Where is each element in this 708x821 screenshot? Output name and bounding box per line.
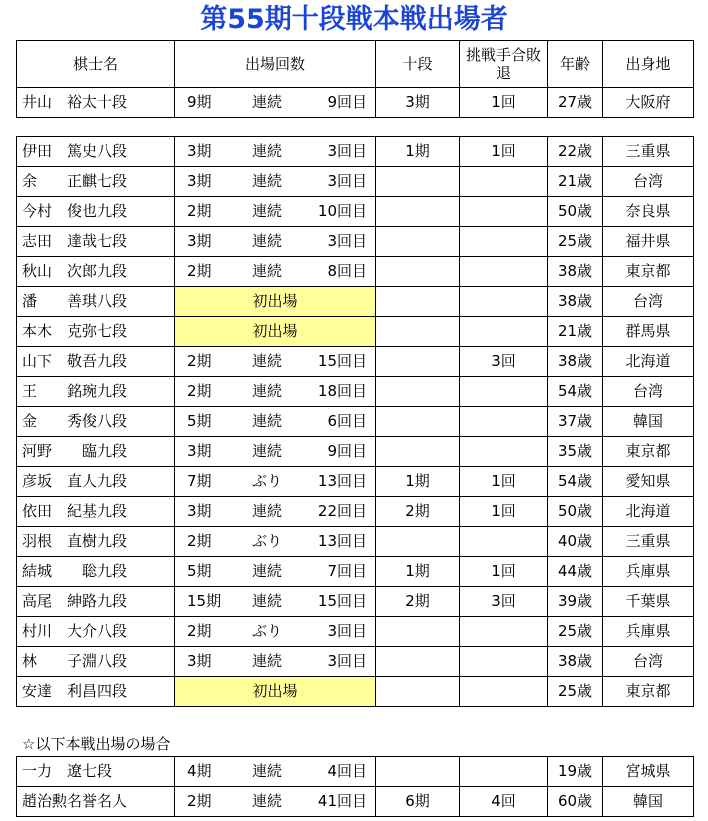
player-origin: 東京都: [603, 677, 694, 707]
player-age: 60歳: [548, 787, 603, 817]
challenge-losses: 1回: [460, 497, 548, 527]
player-origin: 台湾: [603, 377, 694, 407]
player-origin: 三重県: [603, 527, 694, 557]
player-name: 金 秀俊八段: [17, 407, 175, 437]
player-name: 潘 善琪八段: [17, 287, 175, 317]
challenge-losses: [460, 617, 548, 647]
header-name: 棋士名: [17, 41, 175, 88]
player-name: 山下 敬吾九段: [17, 347, 175, 377]
appearance-periods: 3期: [187, 232, 212, 250]
player-age: 50歳: [548, 497, 603, 527]
appearance-type: 連続: [251, 412, 282, 430]
player-age: 25歳: [548, 617, 603, 647]
appearance-total: 3回目: [327, 652, 367, 670]
title-periods: [376, 437, 460, 467]
table-row: [17, 757, 694, 787]
player-name: 結城 聡九段: [17, 557, 175, 587]
title-periods: [376, 167, 460, 197]
player-age: 40歳: [548, 527, 603, 557]
player-name: 井山 裕太十段: [17, 88, 175, 118]
title-periods: 1期: [376, 467, 460, 497]
player-origin: 千葉県: [603, 587, 694, 617]
title-periods: [376, 227, 460, 257]
challenge-losses: [460, 287, 548, 317]
appearance-type: ぶり: [251, 472, 282, 490]
appearance-total: 13回目: [317, 472, 367, 490]
challenge-losses: [460, 677, 548, 707]
appearance-count: [175, 617, 376, 647]
title-periods: [376, 677, 460, 707]
appearance-total: 3回目: [327, 172, 367, 190]
player-name: 伊田 篤史八段: [17, 137, 175, 167]
first-appearance: 初出場: [175, 677, 376, 707]
appearance-total: 4回目: [327, 762, 367, 780]
title-periods: [376, 527, 460, 557]
table-row: [17, 557, 694, 587]
title-periods: 2期: [376, 587, 460, 617]
appearance-type: 連続: [251, 142, 282, 160]
player-age: 38歳: [548, 287, 603, 317]
table-row: [17, 257, 694, 287]
appearance-count: [175, 257, 376, 287]
title-periods: 3期: [376, 88, 460, 118]
title-periods: [376, 757, 460, 787]
player-origin: 三重県: [603, 137, 694, 167]
player-name: 一力 遼七段: [17, 757, 175, 787]
reserve-note: ☆以下本戦出場の場合: [22, 735, 171, 753]
appearance-periods: 2期: [187, 202, 212, 220]
appearance-total: 41回目: [317, 792, 367, 810]
challenge-losses: [460, 407, 548, 437]
challenge-losses: [460, 757, 548, 787]
table-row: [17, 617, 694, 647]
table-row: [17, 227, 694, 257]
appearance-total: 3回目: [327, 622, 367, 640]
table-row: [17, 197, 694, 227]
appearance-periods: 3期: [187, 502, 212, 520]
player-age: 44歳: [548, 557, 603, 587]
player-name: 秋山 次郎九段: [17, 257, 175, 287]
appearance-periods: 4期: [187, 762, 212, 780]
player-age: 21歳: [548, 167, 603, 197]
title-periods: 1期: [376, 137, 460, 167]
challenge-losses: 3回: [460, 587, 548, 617]
player-name: 林 子淵八段: [17, 647, 175, 677]
appearance-type: 連続: [251, 792, 282, 810]
appearance-count: [175, 467, 376, 497]
appearance-type: ぶり: [251, 532, 282, 550]
player-name: 羽根 直樹九段: [17, 527, 175, 557]
table-row: [17, 167, 694, 197]
challenge-losses: 1回: [460, 88, 548, 118]
challenge-losses: [460, 527, 548, 557]
header-appearances: 出場回数: [175, 41, 376, 88]
appearance-type: 連続: [251, 762, 282, 780]
player-origin: 台湾: [603, 167, 694, 197]
challenge-losses: [460, 437, 548, 467]
appearance-count: [175, 137, 376, 167]
appearance-count: [175, 437, 376, 467]
title-periods: 2期: [376, 497, 460, 527]
challenge-losses: 4回: [460, 787, 548, 817]
appearance-type: 連続: [251, 382, 282, 400]
title-periods: [376, 287, 460, 317]
player-age: 22歳: [548, 137, 603, 167]
player-origin: 群馬県: [603, 317, 694, 347]
champion-table: [16, 40, 694, 118]
appearance-count: [175, 88, 376, 118]
player-origin: 東京都: [603, 257, 694, 287]
challenge-losses: [460, 257, 548, 287]
player-age: 38歳: [548, 257, 603, 287]
player-origin: 北海道: [603, 497, 694, 527]
appearance-total: 22回目: [317, 502, 367, 520]
table-row: [17, 437, 694, 467]
player-name: 王 銘琬九段: [17, 377, 175, 407]
appearance-count: [175, 557, 376, 587]
table-row: [17, 497, 694, 527]
appearance-periods: 2期: [187, 382, 212, 400]
title-periods: [376, 647, 460, 677]
table-row: [17, 88, 694, 118]
appearance-periods: 2期: [187, 532, 212, 550]
appearance-periods: 3期: [187, 652, 212, 670]
table-row: [17, 137, 694, 167]
player-origin: 台湾: [603, 287, 694, 317]
challenge-losses: [460, 377, 548, 407]
appearance-total: 18回目: [317, 382, 367, 400]
player-origin: 愛知県: [603, 467, 694, 497]
appearance-type: 連続: [251, 172, 282, 190]
appearance-count: [175, 407, 376, 437]
appearance-count: [175, 757, 376, 787]
appearance-total: 3回目: [327, 142, 367, 160]
appearance-periods: 3期: [187, 172, 212, 190]
player-age: 38歳: [548, 347, 603, 377]
player-age: 35歳: [548, 437, 603, 467]
appearance-count: [175, 197, 376, 227]
player-age: 37歳: [548, 407, 603, 437]
player-age: 25歳: [548, 677, 603, 707]
appearance-count: [175, 377, 376, 407]
player-age: 38歳: [548, 647, 603, 677]
appearance-count: [175, 587, 376, 617]
player-name: 余 正麒七段: [17, 167, 175, 197]
title-periods: 6期: [376, 787, 460, 817]
appearance-periods: 5期: [187, 562, 212, 580]
title-periods: [376, 347, 460, 377]
table-row: [17, 377, 694, 407]
page-title: 第55期十段戦本戦出場者: [200, 4, 508, 35]
appearance-type: ぶり: [251, 622, 282, 640]
appearance-type: 連続: [251, 262, 282, 280]
challenge-losses: [460, 197, 548, 227]
table-row: [17, 787, 694, 817]
player-origin: 大阪府: [603, 88, 694, 118]
header-age: 年齢: [548, 41, 603, 88]
appearance-total: 6回目: [327, 412, 367, 430]
appearance-periods: 7期: [187, 472, 212, 490]
header-row: [17, 41, 694, 88]
player-name: 依田 紀基九段: [17, 497, 175, 527]
header-origin: 出身地: [603, 41, 694, 88]
appearance-count: [175, 527, 376, 557]
player-age: 54歳: [548, 467, 603, 497]
table-row: [17, 527, 694, 557]
appearance-type: 連続: [251, 232, 282, 250]
player-age: 27歳: [548, 88, 603, 118]
table-row: [17, 287, 694, 317]
appearance-total: 9回目: [327, 93, 367, 111]
player-name: 趙治勲名誉名人: [17, 787, 175, 817]
player-origin: 宮城県: [603, 757, 694, 787]
player-name: 高尾 紳路九段: [17, 587, 175, 617]
appearance-periods: 3期: [187, 142, 212, 160]
appearance-periods: 9期: [187, 93, 212, 111]
header-challenge: 挑戦手合敗退: [460, 41, 548, 88]
challenge-losses: [460, 647, 548, 677]
title-periods: [376, 317, 460, 347]
player-origin: 奈良県: [603, 197, 694, 227]
appearance-count: [175, 227, 376, 257]
appearance-total: 15回目: [317, 352, 367, 370]
player-age: 39歳: [548, 587, 603, 617]
player-age: 50歳: [548, 197, 603, 227]
appearance-total: 15回目: [317, 592, 367, 610]
player-origin: 韓国: [603, 787, 694, 817]
table-row: [17, 647, 694, 677]
player-name: 彦坂 直人九段: [17, 467, 175, 497]
appearance-type: 連続: [251, 202, 282, 220]
appearance-periods: 15期: [187, 592, 222, 610]
player-name: 安達 利昌四段: [17, 677, 175, 707]
appearance-count: [175, 497, 376, 527]
appearance-count: [175, 787, 376, 817]
appearance-total: 7回目: [327, 562, 367, 580]
appearance-count: [175, 167, 376, 197]
player-name: 本木 克弥七段: [17, 317, 175, 347]
appearance-total: 3回目: [327, 232, 367, 250]
appearance-type: 連続: [251, 502, 282, 520]
appearance-total: 13回目: [317, 532, 367, 550]
player-origin: 兵庫県: [603, 557, 694, 587]
appearance-periods: 5期: [187, 412, 212, 430]
title-periods: 1期: [376, 557, 460, 587]
title-periods: [376, 617, 460, 647]
challenge-losses: [460, 167, 548, 197]
appearance-type: 連続: [251, 93, 282, 111]
table-row: [17, 587, 694, 617]
appearance-periods: 2期: [187, 262, 212, 280]
table-row: [17, 467, 694, 497]
first-appearance: 初出場: [175, 287, 376, 317]
appearance-type: 連続: [251, 352, 282, 370]
appearance-type: 連続: [251, 562, 282, 580]
player-name: 河野 臨九段: [17, 437, 175, 467]
player-name: 今村 俊也九段: [17, 197, 175, 227]
table-row: [17, 677, 694, 707]
appearance-total: 9回目: [327, 442, 367, 460]
appearance-periods: 2期: [187, 622, 212, 640]
appearance-total: 10回目: [317, 202, 367, 220]
title-periods: [376, 257, 460, 287]
player-origin: 台湾: [603, 647, 694, 677]
challenge-losses: [460, 227, 548, 257]
title-periods: [376, 377, 460, 407]
player-origin: 北海道: [603, 347, 694, 377]
table-row: [17, 407, 694, 437]
appearance-periods: 2期: [187, 352, 212, 370]
appearance-periods: 2期: [187, 792, 212, 810]
player-age: 25歳: [548, 227, 603, 257]
appearance-type: 連続: [251, 652, 282, 670]
challenge-losses: 3回: [460, 347, 548, 377]
appearance-total: 8回目: [327, 262, 367, 280]
challenge-losses: [460, 317, 548, 347]
appearance-count: [175, 647, 376, 677]
appearance-periods: 3期: [187, 442, 212, 460]
player-age: 21歳: [548, 317, 603, 347]
challenge-losses: 1回: [460, 467, 548, 497]
appearance-type: 連続: [251, 592, 282, 610]
reserves-table: [16, 756, 694, 817]
appearance-type: 連続: [251, 442, 282, 460]
table-row: [17, 317, 694, 347]
player-origin: 兵庫県: [603, 617, 694, 647]
player-age: 19歳: [548, 757, 603, 787]
player-name: 志田 達哉七段: [17, 227, 175, 257]
challenge-losses: 1回: [460, 557, 548, 587]
first-appearance: 初出場: [175, 317, 376, 347]
challenge-losses: 1回: [460, 137, 548, 167]
players-table: [16, 136, 694, 707]
player-origin: 福井県: [603, 227, 694, 257]
appearance-count: [175, 347, 376, 377]
player-origin: 東京都: [603, 437, 694, 467]
table-row: [17, 347, 694, 377]
title-periods: [376, 407, 460, 437]
header-title-held: 十段: [376, 41, 460, 88]
title-periods: [376, 197, 460, 227]
player-origin: 韓国: [603, 407, 694, 437]
player-age: 54歳: [548, 377, 603, 407]
player-name: 村川 大介八段: [17, 617, 175, 647]
